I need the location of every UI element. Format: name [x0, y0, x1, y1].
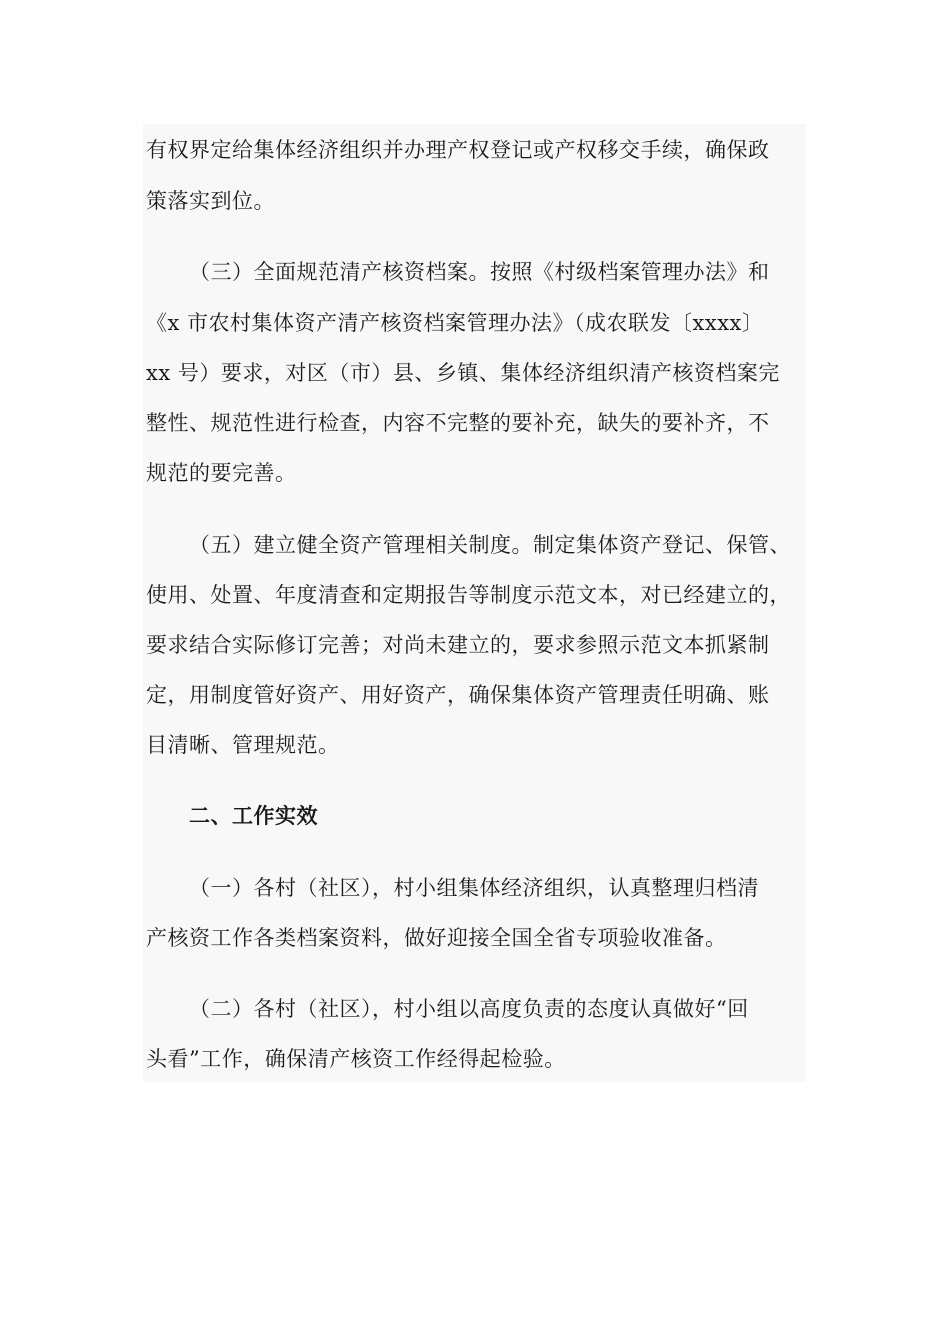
section-heading: 二、工作实效: [189, 803, 318, 828]
paragraph-line: 头看”工作，确保清产核资工作经得起检验。: [146, 1047, 566, 1071]
paragraph-line: 定，用制度管好资产、用好资产，确保集体资产管理责任明确、账: [146, 683, 770, 707]
paragraph-line: 要求结合实际修订完善；对尚未建立的，要求参照示范文本抓紧制: [146, 633, 770, 657]
paragraph-line: （五）建立健全资产管理相关制度。制定集体资产登记、保管、: [189, 533, 791, 557]
paragraph-line: 目清晰、管理规范。: [146, 733, 340, 757]
paragraph-line: 规范的要完善。: [146, 461, 297, 485]
paragraph-line: 有权界定给集体经济组织并办理产权登记或产权移交手续，确保政: [146, 138, 770, 162]
paragraph-line: （二）各村（社区），村小组以高度负责的态度认真做好“回: [189, 997, 749, 1021]
paragraph-line: 产核资工作各类档案资料，做好迎接全国全省专项验收准备。: [146, 926, 727, 950]
paragraph-line: xx 号）要求，对区（市）县、乡镇、集体经济组织清产核资档案完: [146, 361, 780, 385]
paragraph-line: （三）全面规范清产核资档案。按照《村级档案管理办法》和: [189, 260, 770, 284]
paragraph-line: 《x 市农村集体资产清产核资档案管理办法》（成农联发〔xxxx〕: [146, 311, 764, 335]
paragraph-line: 策落实到位。: [146, 189, 275, 213]
paragraph-line: 使用、处置、年度清查和定期报告等制度示范文本，对已经建立的，: [146, 583, 791, 607]
paragraph-line: （一）各村（社区），村小组集体经济组织，认真整理归档清: [189, 876, 759, 900]
paragraph-line: 整性、规范性进行检查，内容不完整的要补充，缺失的要补齐，不: [146, 411, 770, 435]
